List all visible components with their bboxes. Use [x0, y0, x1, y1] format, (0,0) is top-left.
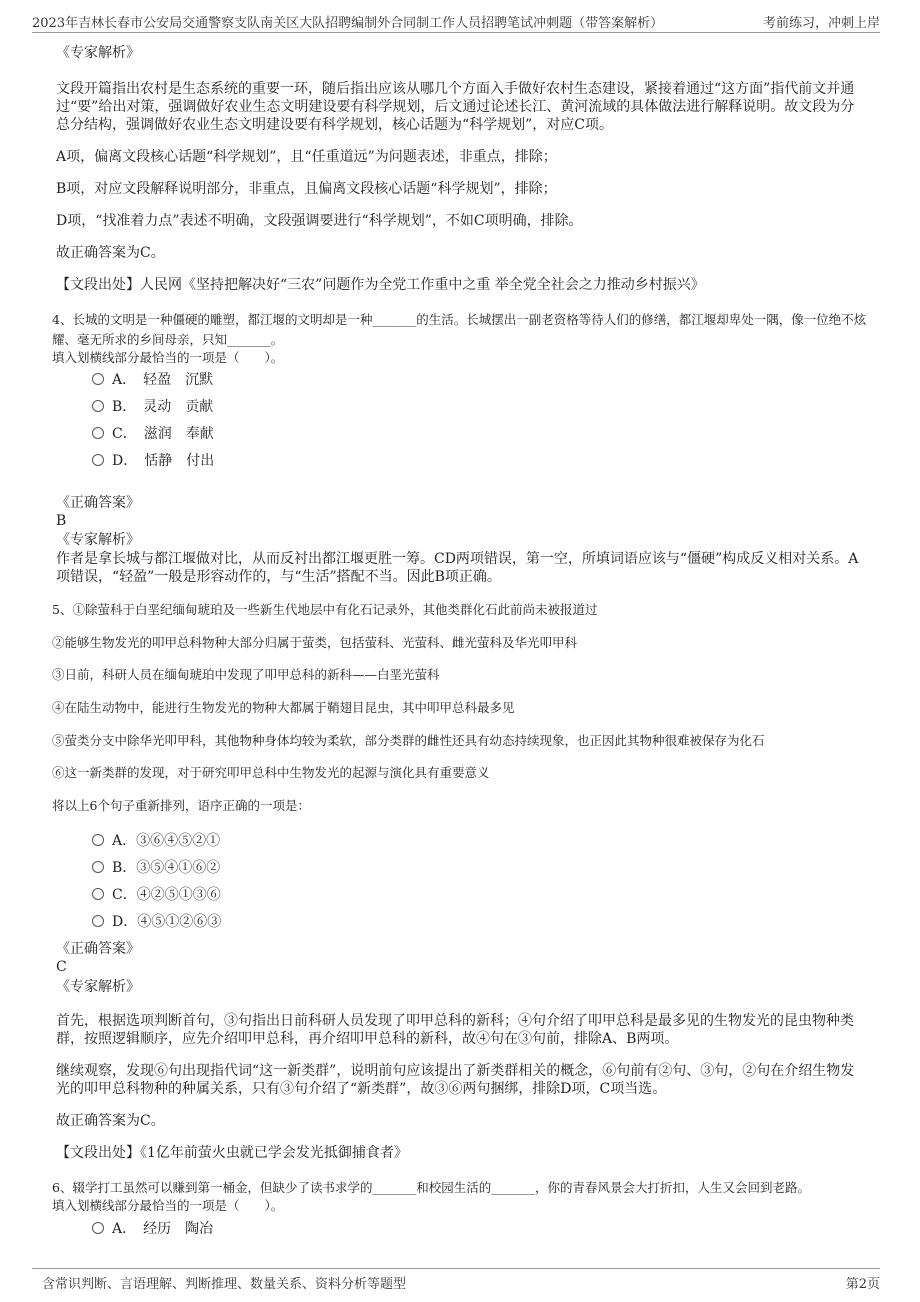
page-number: 第2页	[845, 1277, 880, 1292]
option-a[interactable]: A． 经历 陶冶	[92, 1219, 213, 1239]
option-a[interactable]: A．③⑥④⑤②①	[92, 831, 220, 851]
correct-answer-label: 《正确答案》	[56, 495, 140, 511]
sentence-3: ③日前，科研人员在缅甸琥珀中发现了叩甲总科的新科——白垩光萤科	[52, 667, 440, 682]
radio-icon[interactable]	[92, 454, 104, 466]
radio-icon[interactable]	[92, 834, 104, 846]
analysis-paragraph: 文段开篇指出农村是生态系统的重要一环，随后指出应该从哪几个方面入手做好农村生态建设，紧接着通过“这方面”指代前文并通过“要”给出对策，强调做好农业生态文明建设要有科学规划，后文通过论述长江、黄河流域的具体做法进行解释说明。故文段为分总分结构，强调做好农业生态文明建设要有科学规划，核心话题为“科学规划”，对应C项。	[56, 81, 855, 133]
radio-icon[interactable]	[92, 1222, 104, 1234]
option-b[interactable]: B． 灵动 贡献	[92, 397, 213, 417]
radio-icon[interactable]	[92, 400, 104, 412]
option-c[interactable]: C．④②⑤①③⑥	[92, 885, 221, 905]
source-citation: 【文段出处】《1亿年前萤火虫就已学会发光抵御捕食者》	[56, 1145, 408, 1161]
expert-analysis-label: 《专家解析》	[56, 979, 140, 995]
analysis-paragraph: 作者是拿长城与都江堰做对比，从而反衬出都江堰更胜一筹。CD两项错误，第一空，所填词语应该与“僵硬”构成反义相对关系。A项错误，“轻盈”一般是形容动作的，与“生活”搭配不当。因此B项正确。	[56, 551, 859, 585]
question-instruction: 填入划横线部分最恰当的一项是（ ）。	[52, 1198, 284, 1213]
option-c[interactable]: C． 滋润 奉献	[92, 424, 214, 444]
radio-icon[interactable]	[92, 427, 104, 439]
option-d[interactable]: D． 恬静 付出	[92, 451, 214, 471]
document-title: 2023年吉林长春市公安局交通警察支队南关区大队招聘编制外合同制工作人员招聘笔试冲刺题（带答案解析）	[32, 16, 664, 31]
option-d[interactable]: D．④⑤①②⑥③	[92, 912, 221, 932]
analysis-paragraph: 首先，根据选项判断首句，③句指出日前科研人员发现了叩甲总科的新科；④句介绍了叩甲总科是最多见的生物发光的昆虫物种类群，按照逻辑顺序，应先介绍叩甲总科，再介绍叩甲总科的新科，故④句在③句前，排除A、B两项。	[56, 1013, 854, 1047]
correct-answer: C	[56, 959, 67, 975]
radio-icon[interactable]	[92, 861, 104, 873]
question-instruction: 将以上6个句子重新排列，语序正确的一项是：	[52, 798, 310, 813]
correct-answer-label: 《正确答案》	[56, 941, 140, 957]
page-footer	[32, 1268, 880, 1293]
expert-analysis-label: 《专家解析》	[56, 532, 140, 548]
answer-conclusion: 故正确答案为C。	[56, 1113, 165, 1129]
analysis-paragraph: B项，对应文段解释说明部分，非重点，且偏离文段核心话题“科学规划”，排除；	[56, 181, 557, 197]
sentence-1: 5、①除萤科于白垩纪缅甸琥珀及一些新生代地层中有化石记录外，其他类群化石此前尚未被报道过	[52, 602, 598, 617]
sentence-6: ⑥这一新类群的发现，对于研究叩甲总科中生物发光的起源与演化具有重要意义	[52, 765, 490, 780]
radio-icon[interactable]	[92, 373, 104, 385]
analysis-paragraph: 继续观察，发现⑥句出现指代词“这一新类群”，说明前句应该提出了新类群相关的概念，⑥句前有②句、③句，②句在介绍生物发光的叩甲总科物种的种属关系，只有③句介绍了“新类群”，故③⑥两句捆绑，排除D项，C项当选。	[56, 1063, 855, 1097]
correct-answer: B	[56, 513, 67, 529]
option-b[interactable]: B．③⑤④①⑥②	[92, 858, 220, 878]
option-a[interactable]: A． 轻盈 沉默	[92, 370, 213, 390]
radio-icon[interactable]	[92, 915, 104, 927]
radio-icon[interactable]	[92, 888, 104, 900]
sentence-2: ②能够生物发光的叩甲总科物种大部分归属于萤类，包括萤科、光萤科、雌光萤科及华光叩甲科	[52, 635, 578, 650]
expert-analysis-label: 《专家解析》	[56, 45, 140, 61]
question-stem: 6、辍学打工虽然可以赚到第一桶金，但缺少了读书求学的_______和校园生活的_______，你的青春风景会大打折扣，人生又会回到老路。	[52, 1180, 810, 1195]
footer-topics: 含常识判断、言语理解、判断推理、数量关系、资料分析等题型	[42, 1277, 407, 1292]
source-citation: 【文段出处】人民网《坚持把解决好“三农”问题作为全党工作重中之重 举全党全社会之力推动乡村振兴》	[56, 277, 705, 293]
sentence-4: ④在陆生动物中，能进行生物发光的物种大都属于鞘翅目昆虫，其中叩甲总科最多见	[52, 700, 515, 715]
question-stem: 4、长城的文明是一种僵硬的雕塑，都江堰的文明却是一种_______的生活。长城摆出一副老资格等待人们的修缮，都江堰却卑处一隅，像一位绝不炫耀、毫无所求的乡间母亲，只知_______。	[52, 312, 867, 347]
question-instruction: 填入划横线部分最恰当的一项是（ ）。	[52, 350, 284, 365]
analysis-paragraph: A项，偏离文段核心话题“科学规划”，且“任重道远”为问题表述，非重点，排除；	[56, 149, 557, 165]
header-slogan: 考前练习，冲刺上岸	[762, 16, 880, 31]
answer-conclusion: 故正确答案为C。	[56, 245, 165, 261]
analysis-paragraph: D项，“找准着力点”表述不明确，文段强调要进行“科学规划”，不如C项明确，排除。	[56, 213, 583, 229]
sentence-5: ⑤萤类分支中除华光叩甲科，其他物种身体均较为柔软，部分类群的雌性还具有幼态持续现象，也正因此其物种很难被保存为化石	[52, 733, 765, 748]
